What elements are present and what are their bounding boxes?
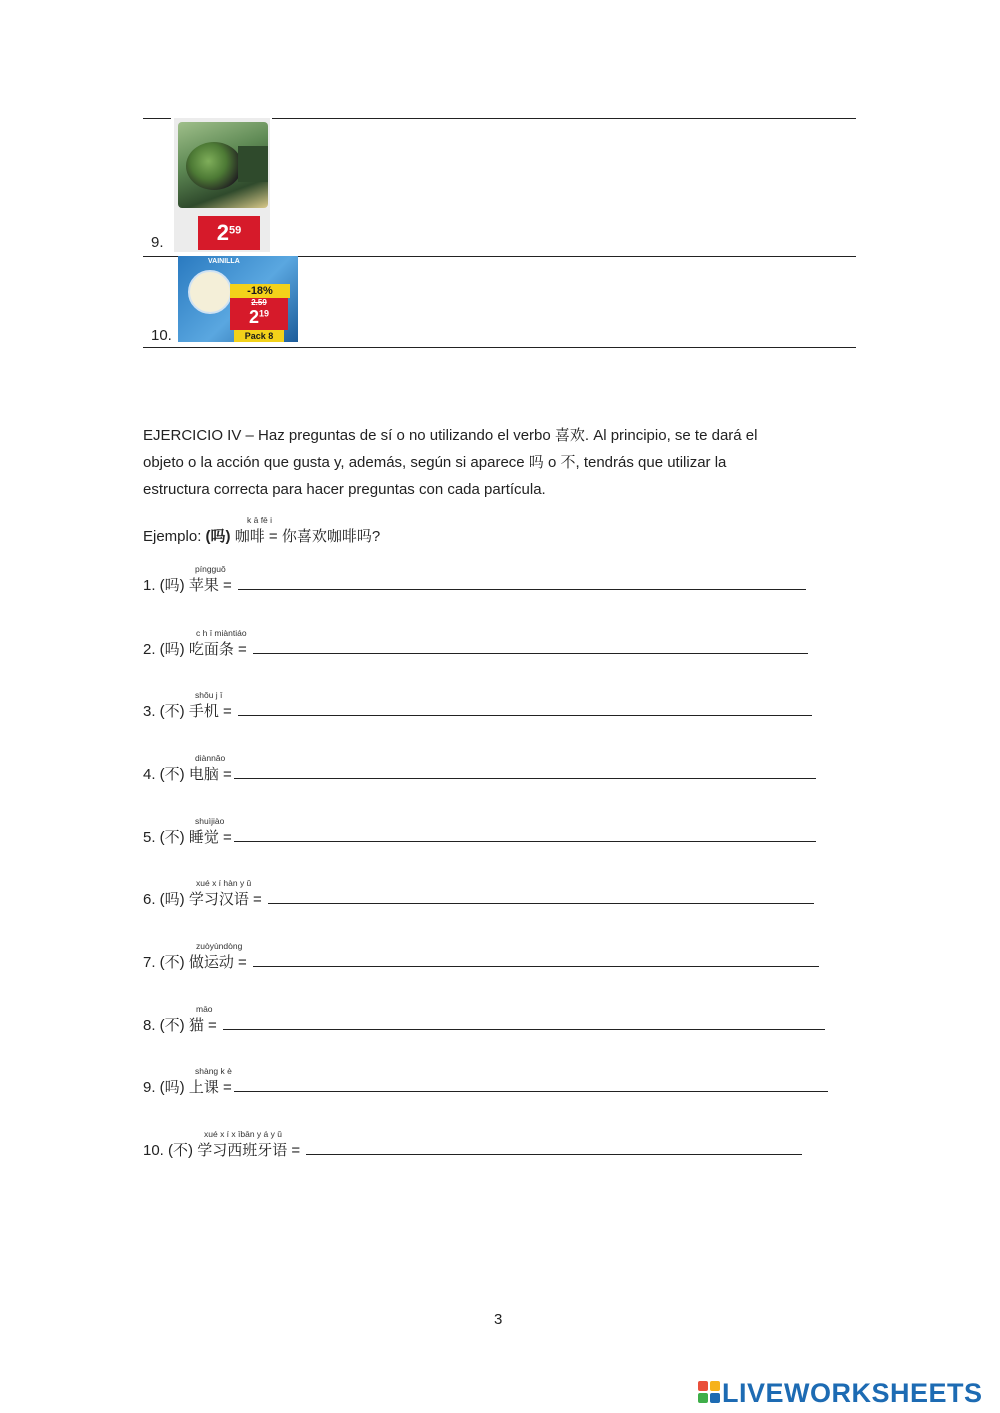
answer-blank-1[interactable] [238,577,806,590]
question-label: 9. (吗) [143,1079,185,1096]
question-1 [143,574,806,595]
answer-blank-10[interactable] [306,1142,802,1155]
question-3-pinyin: shǒu j ī [195,690,223,700]
exercise-instructions-line2: objeto o la acción que gusta y, además, según si aparece 吗 o 不, tendrás que utilizar la [143,454,727,471]
question-6 [143,888,814,909]
liveworksheets-logo-icon [698,1381,720,1403]
question-label: 6. (吗) [143,891,185,908]
price-main: 2 [248,307,259,327]
answer-blank-2[interactable] [253,641,808,654]
product-bag-label [238,146,268,182]
page-number: 3 [494,1311,503,1328]
old-price: 2.59 [251,298,267,307]
example-word: 咖啡 [234,528,265,545]
table-line-bottom [143,347,856,348]
question-word: 睡觉 [188,829,219,846]
question-8 [143,1014,825,1035]
question-word: 电脑 [188,766,219,783]
question-label: 10. (不) [143,1142,194,1159]
discount-badge: -18% [230,284,290,298]
product-image-vegetables [174,118,270,252]
question-7-pinyin: zuòyùndòng [196,941,243,951]
question-8-pinyin: māo [196,1004,213,1014]
equals-sign: = [238,641,247,658]
question-label: 7. (不) [143,954,185,971]
question-9-pinyin: shàng k è [195,1066,232,1076]
product-scoop [188,270,232,314]
question-7 [143,951,819,972]
row-number-9: 9. [151,234,164,251]
answer-blank-5[interactable] [234,829,816,842]
table-line-top-right [272,118,856,119]
question-label: 2. (吗) [143,641,185,658]
question-word: 学习西班牙语 [197,1142,288,1159]
price-main: 2 [216,220,229,245]
equals-sign: = [208,1017,217,1034]
question-word: 做运动 [188,954,234,971]
question-6-pinyin: xué x í hàn y ǔ [196,878,252,888]
question-word: 上课 [188,1079,219,1096]
product-flavour: VAINILLA [208,258,240,265]
question-5-pinyin: shuìjiào [195,816,225,826]
question-2-pinyin: c h ī miàntiáo [196,628,247,638]
table-line-top-left [143,118,171,119]
product-pan-illustration [186,142,242,190]
liveworksheets-brand[interactable]: LIVEWORKSHEETS [722,1378,983,1408]
price-cents: 59 [229,224,242,237]
answer-blank-8[interactable] [223,1017,825,1030]
question-label: 4. (不) [143,766,185,783]
question-1-pinyin: píngguǒ [195,564,226,574]
equals-sign: = [223,766,232,783]
exercise-instructions-line3: estructura correcta para hacer preguntas con cada partícula. [143,481,546,498]
question-5 [143,826,816,847]
example-label: Ejemplo: [143,528,202,545]
price-tag-9 [198,216,260,250]
answer-blank-9[interactable] [234,1079,828,1092]
question-word: 苹果 [188,577,219,594]
row-number-10: 10. [151,327,172,344]
equals-sign: = [238,954,247,971]
question-10-pinyin: xué x í x ībān y á y ǔ [204,1129,282,1139]
price-tag-10 [230,298,288,330]
answer-blank-7[interactable] [253,954,819,967]
question-label: 5. (不) [143,829,185,846]
question-2 [143,638,808,659]
question-4 [143,763,816,784]
question-word: 吃面条 [188,641,234,658]
example-line [143,525,380,546]
question-10 [143,1139,802,1160]
product-bag [178,122,268,208]
question-label: 3. (不) [143,703,185,720]
example-pinyin: k ā fē i [247,515,273,525]
answer-blank-4[interactable] [234,766,816,779]
equals-sign: = [223,1079,232,1096]
question-word: 猫 [188,1017,204,1034]
equals-sign: = [223,577,232,594]
question-9 [143,1076,828,1097]
equals-sign: = [223,703,232,720]
question-label: 1. (吗) [143,577,185,594]
equals-sign: = [223,829,232,846]
answer-blank-3[interactable] [238,703,812,716]
question-3 [143,700,812,721]
product-image-icecream [178,256,298,342]
question-word: 手机 [188,703,219,720]
equals-sign: = [291,1142,301,1159]
question-label: 8. (不) [143,1017,185,1034]
price-cents: 19 [259,308,270,319]
exercise-heading: EJERCICIO IV – Haz preguntas de sí o no utilizando el verbo 喜欢. Al principio, se te dará el [143,427,758,444]
example-answer: = 你喜欢咖啡吗? [268,528,381,545]
pack-badge: Pack 8 [234,330,284,342]
question-word: 学习汉语 [188,891,249,908]
equals-sign: = [253,891,262,908]
example-particle: (吗) [205,528,231,545]
answer-blank-6[interactable] [268,891,814,904]
question-4-pinyin: diànnǎo [195,753,226,763]
